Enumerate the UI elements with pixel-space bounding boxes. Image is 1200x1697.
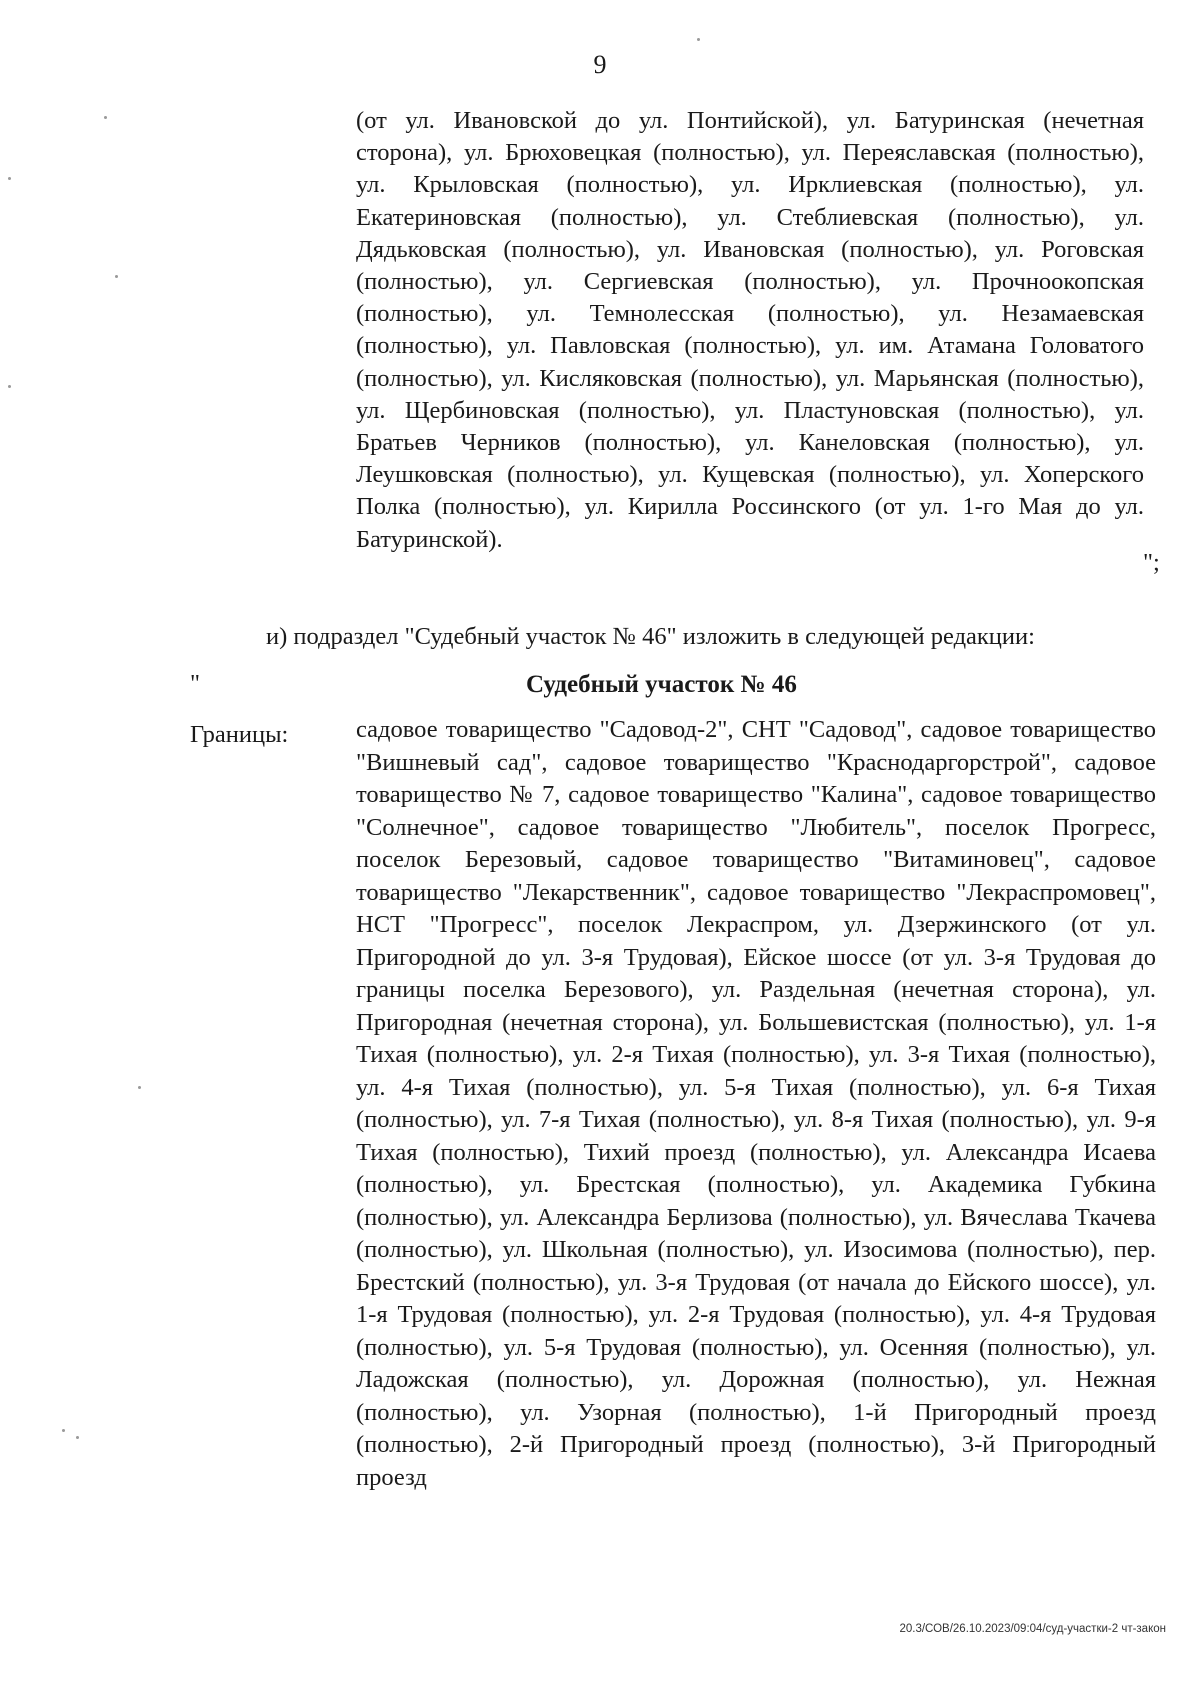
document-footer-code: 20.3/СОВ/26.10.2023/09:04/суд-участки-2 чт-закон <box>899 1623 1166 1635</box>
opening-quote-mark: " <box>190 670 201 697</box>
scan-speck <box>62 1429 65 1432</box>
scan-speck <box>104 116 107 119</box>
scan-speck <box>138 1086 141 1089</box>
scan-speck <box>115 275 118 278</box>
page-number: 9 <box>593 50 607 79</box>
scan-speck <box>76 1436 79 1439</box>
scan-speck <box>697 38 700 41</box>
amendment-instruction: и) подраздел "Судебный участок № 46" изложить в следующей редакции: <box>266 623 1035 650</box>
scan-speck <box>8 177 11 180</box>
continuation-paragraph: (от ул. Ивановской до ул. Понтийской), ул. Батуринская (нечетная сторона), ул. Брюховецкая (полностью), ул. Переяславская (полностью), ул. Крыловская (полностью), ул. Ирклиевская (полностью), ул. Екатериновская (полностью), ул. Стеблиевская (полностью), ул. Дядьковская (полностью), ул. Ивановская (полностью), ул. Роговская (полностью), ул. Сергиевская (полностью), ул. Прочноокопская (полностью), ул. Темнолесская (полностью), ул. Незамаевская (полностью), ул. Павловская (полностью), ул. им. Атамана Головатого (полностью), ул. Кисляковская (полностью), ул. Марьянская (полностью), ул. Щербиновская (полностью), ул. Пластуновская (полностью), ул. Братьев Черников (полностью), ул. Канеловская (полностью), ул. Леушковская (полностью), ул. Кущевская (полностью), ул. Хоперского Полка (полностью), ул. Кирилла Россинского (от ул. 1-го Мая до ул. Батуринской). <box>356 107 1144 553</box>
section-heading: Судебный участок № 46 <box>526 671 797 698</box>
boundaries-label: Границы: <box>190 721 289 748</box>
scan-speck <box>8 385 11 388</box>
closing-quote-mark: "; <box>1143 549 1160 576</box>
boundaries-paragraph: садовое товарищество "Садовод-2", СНТ "Садовод", садовое товарищество "Вишневый сад", садовое товарищество "Краснодаргорстрой", садовое товарищество № 7, садовое товарищество "Калина", садовое товарищество "Солнечное", садовое товарищество "Любитель", поселок Прогресс, поселок Березовый, садовое товарищество "Витаминовец", садовое товарищество "Лекарственник", садовое товарищество "Лекраспромовец", НСТ "Прогресс", поселок Лекраспром, ул. Дзержинского (от ул. Пригородной до ул. 3-я Трудовая), Ейское шоссе (от ул. 3-я Трудовая до границы поселка Березового), ул. Раздельная (нечетная сторона), ул. Пригородная (нечетная сторона), ул. Большевистская (полностью), ул. 1-я Тихая (полностью), ул. 2-я Тихая (полностью), ул. 3-я Тихая (полностью), ул. 4-я Тихая (полностью), ул. 5-я Тихая (полностью), ул. 6-я Тихая (полностью), ул. 7-я Тихая (полностью), ул. 8-я Тихая (полностью), ул. 9-я Тихая (полностью), Тихий проезд (полностью), ул. Александра Исаева (полностью), ул. Брестская (полностью), ул. Академика Губкина (полностью), ул. Александра Берлизова (полностью), ул. Вячеслава Ткачева (полностью), ул. Школьная (полностью), ул. Изосимова (полностью), пер. Брестский (полностью), ул. 3-я Трудовая (от начала до Ейского шоссе), ул. 1-я Трудовая (полностью), ул. 2-я Трудовая (полностью), ул. 4-я Трудовая (полностью), ул. 5-я Трудовая (полностью), ул. Осенняя (полностью), ул. Ладожская (полностью), ул. Дорожная (полностью), ул. Нежная (полностью), ул. Узорная (полностью), 1-й Пригородный проезд (полностью), 2-й Пригородный проезд (полностью), 3-й Пригородный проезд <box>356 716 1156 1491</box>
